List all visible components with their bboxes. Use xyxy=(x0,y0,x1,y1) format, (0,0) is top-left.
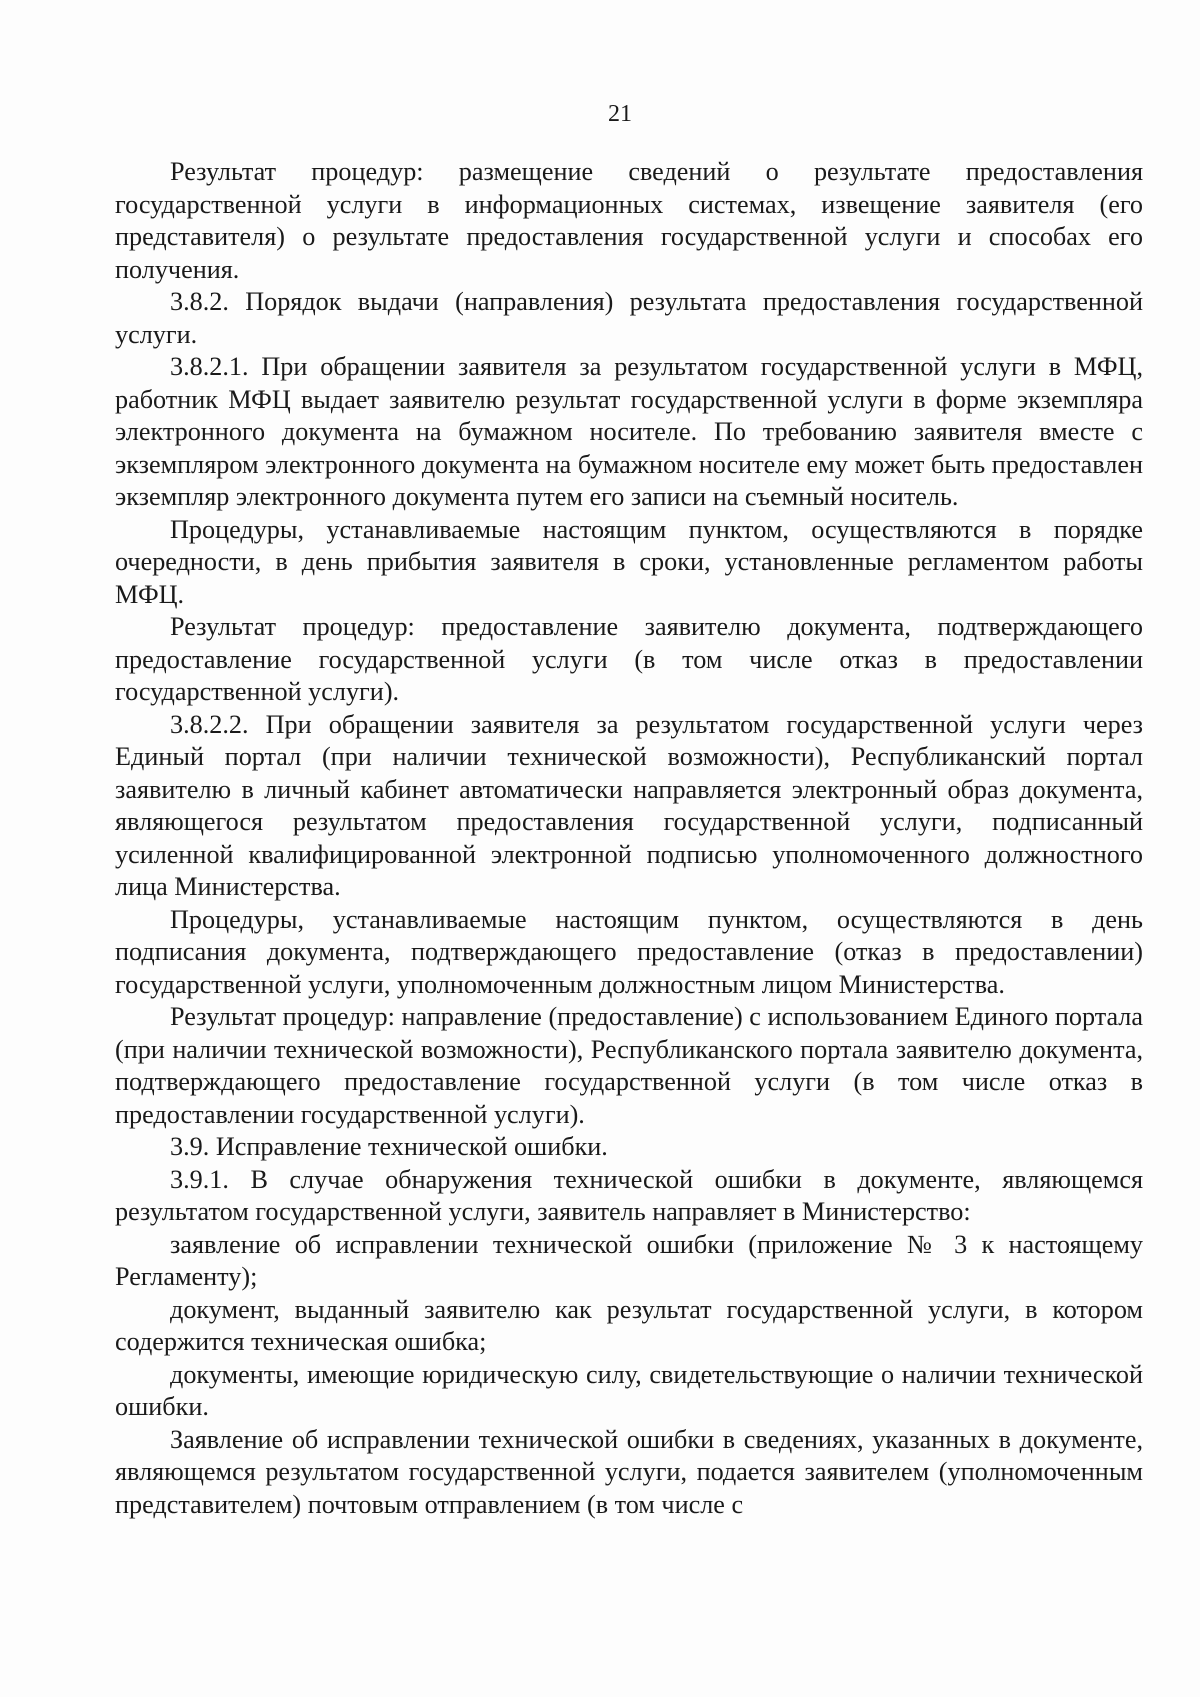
paragraph-procedures-portal: Процедуры, устанавливаемые настоящим пунктом, осуществляются в день подписания документа, подтверждающего предоставление (отказ в предоставлении) государственной услуги, уполномоченным должностным лицом Министерства. xyxy=(115,904,1143,999)
paragraph-result-mfc: Результат процедур: предоставление заявителю документа, подтверждающего предоставление государственной услуги (в том числе отказ в предоставлении государственной услуги). xyxy=(115,612,1143,706)
list-item-application: заявление об исправлении технической ошибки (приложение № 3 к настоящему Регламенту); xyxy=(115,1229,1143,1291)
list-item-issued-document: документ, выданный заявителю как результат государственной услуги, в котором содержится техническая ошибка; xyxy=(115,1294,1143,1356)
paragraph-3-8-2-heading: 3.8.2. Порядок выдачи (направления) результата предоставления государственной услуги. xyxy=(115,287,1143,349)
paragraph-3-9-1: 3.9.1. В случае обнаружения технической ошибки в документе, являющемся результатом государственной услуги, заявитель направляет в Министерство: xyxy=(115,1164,1143,1226)
paragraph-application-submission: Заявление об исправлении технической ошибки в сведениях, указанных в документе, являющемся результатом государственной услуги, подается заявителем (уполномоченным представителем) почтовым отправлением (в том числе с xyxy=(115,1424,1143,1519)
paragraph-result-portal: Результат процедур: направление (предоставление) с использованием Единого портала (при наличии технической возможности), Республиканского портала заявителю документа, подтверждающего предоставление государственной услуги (в том числе отказ в предоставлении государственной услуги). xyxy=(115,1002,1143,1129)
paragraph-3-8-2-1: 3.8.2.1. При обращении заявителя за результатом государственной услуги в МФЦ, работник МФЦ выдает заявителю результат государственной услуги в форме экземпляра электронного документа на бумажном носителе. По требованию заявителя вместе с экземпляром электронного документа на бумажном носителе ему может быть предоставлен экземпляр электронного документа путем его записи на съемный носитель. xyxy=(115,352,1143,511)
page-number: 21 xyxy=(608,101,632,127)
paragraph-result-placement: Результат процедур: размещение сведений о результате предоставления государственной услуги в информационных системах, извещение заявителя (его представителя) о результате предоставления государственной услуги и способах его получения. xyxy=(115,157,1143,284)
paragraph-3-8-2-2: 3.8.2.2. При обращении заявителя за результатом государственной услуги через Единый портал (при наличии технической возможности), Республиканский портал заявителю в личный кабинет автоматически направляется электронный образ документа, являющегося результатом предоставления государственной услуги, подписанный усиленной квалифицированной электронной подписью уполномоченного должностного лица Министерства. xyxy=(115,709,1143,901)
list-item-legal-documents: документы, имеющие юридическую силу, свидетельствующие о наличии технической ошибки. xyxy=(115,1359,1143,1421)
paragraph-3-9-heading: 3.9. Исправление технической ошибки. xyxy=(170,1132,608,1161)
document-body xyxy=(115,156,1143,1521)
paragraph-procedures-mfc: Процедуры, устанавливаемые настоящим пунктом, осуществляются в порядке очередности, в день прибытия заявителя в сроки, установленные регламентом работы МФЦ. xyxy=(115,514,1143,609)
